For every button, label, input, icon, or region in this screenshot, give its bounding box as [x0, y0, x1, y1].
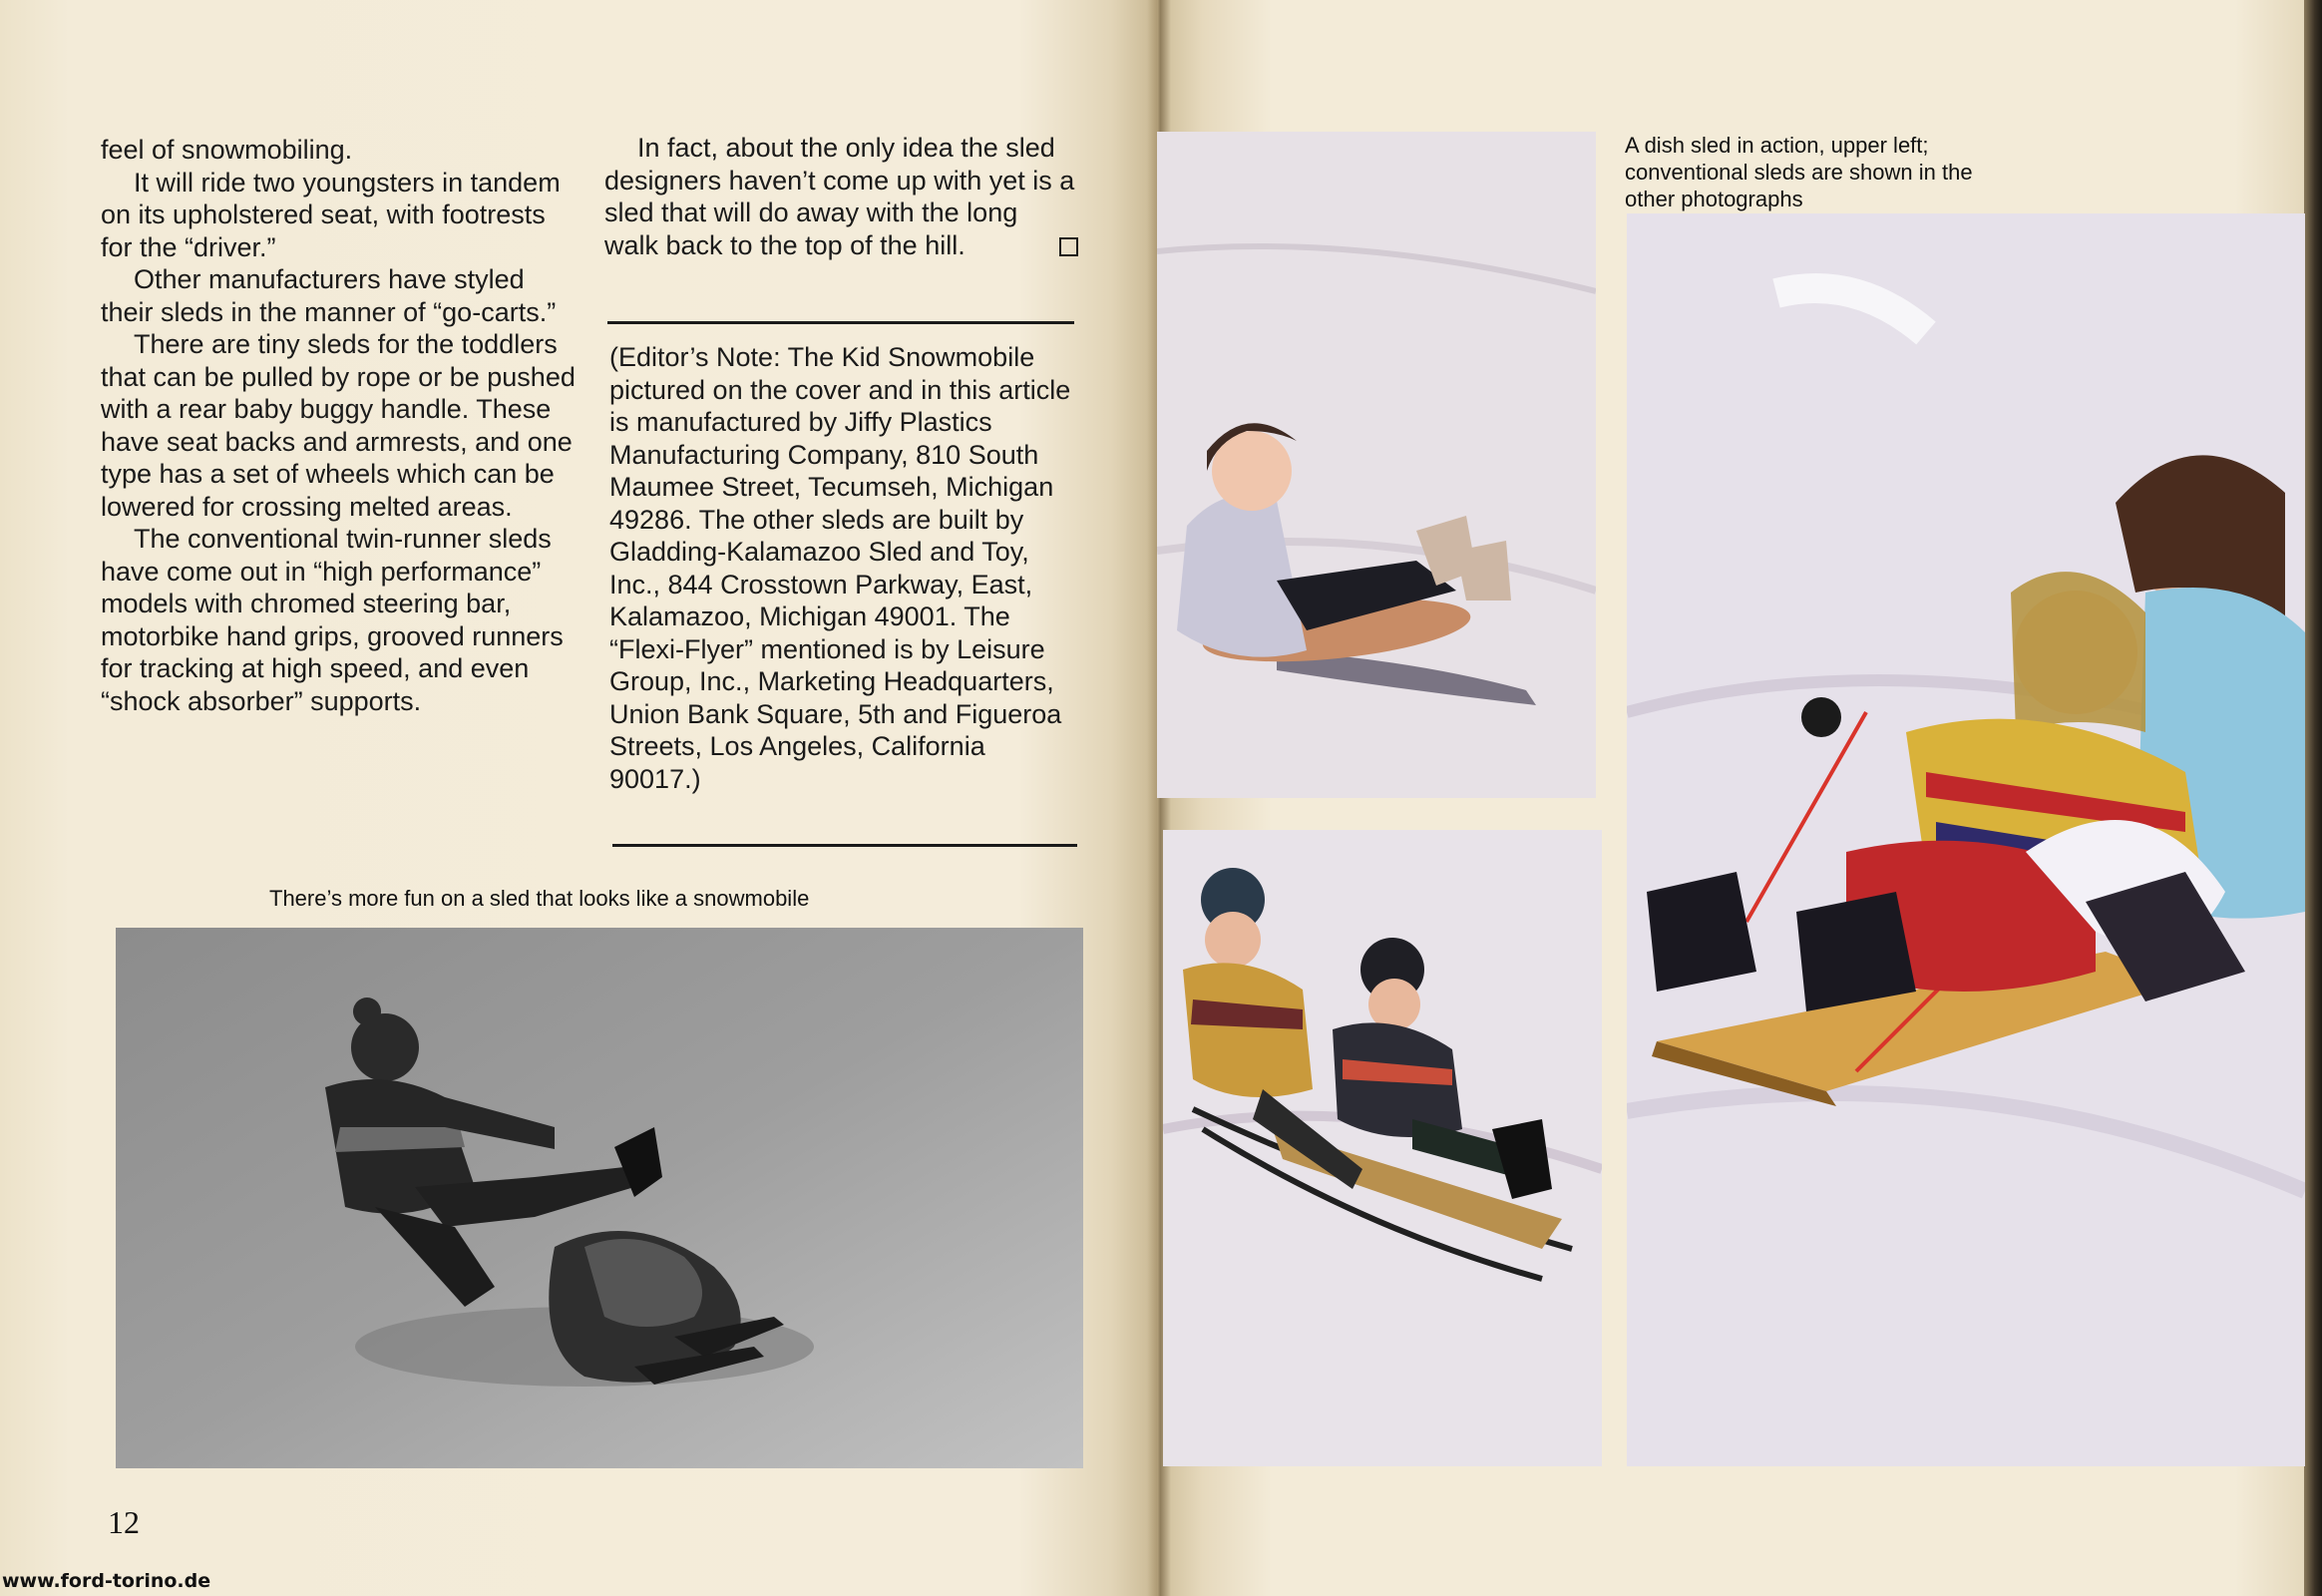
paragraph: It will ride two youngsters in tandem on its upholstered seat, with footrests for the “driver.”	[101, 167, 561, 262]
divider-rule	[607, 321, 1074, 324]
divider-rule	[612, 844, 1077, 847]
watermark: www.ford-torino.de	[2, 1570, 211, 1592]
paragraph: There are tiny sleds for the toddlers that can be pulled by rope or be pushed with a rear baby buggy handle. These have seat backs and armrests, and one type has a set of wheels which can be lowered for crossing melted areas.	[101, 329, 576, 522]
paragraph: feel of snowmobiling.	[101, 135, 353, 165]
dish-sled-photo	[1157, 132, 1596, 798]
end-of-article-mark	[1059, 237, 1078, 256]
article-column-1	[101, 134, 581, 717]
page-number: 12	[108, 1504, 140, 1540]
snowmobile-photo	[116, 928, 1083, 1468]
twin-runner-sled-photo	[1163, 830, 1602, 1466]
page-edge	[2304, 0, 2322, 1596]
paragraph: The conventional twin-runner sleds have come out in “high performance” models with chromed steering bar, motorbike hand grips, grooved runners for tracking at high speed, and even “shock absorber” supports.	[101, 524, 564, 716]
article-column-2	[604, 132, 1078, 261]
toboggan-photo	[1627, 213, 2305, 1466]
photo-caption: There’s more fun on a sled that looks like a snowmobile	[269, 886, 810, 911]
paragraph: Other manufacturers have styled their sleds in the manner of “go-carts.”	[101, 264, 557, 327]
paragraph: In fact, about the only idea the sled designers haven’t come up with yet is a sled that will do away with the long walk back to the top of the hill.	[604, 133, 1075, 260]
editor-note: (Editor’s Note: The Kid Snowmobile pictured on the cover and in this article is manufactured by Jiffy Plastics Manufacturing Company, 810 South Maumee Street, Tecumseh, Michigan 49286. The other sleds are built by Gladding-Kalamazoo Sled and Toy, Inc., 844 Crosstown Parkway, East, Kalamazoo, Michigan 49001. The “Flexi-Flyer” mentioned is by Leisure Group, Inc., Marketing Headquarters, Union Bank Square, 5th and Figueroa Streets, Los Angeles, California 90017.)	[609, 342, 1071, 794]
photo-caption: A dish sled in action, upper left; conventional sleds are shown in the other photographs	[1625, 133, 1973, 211]
